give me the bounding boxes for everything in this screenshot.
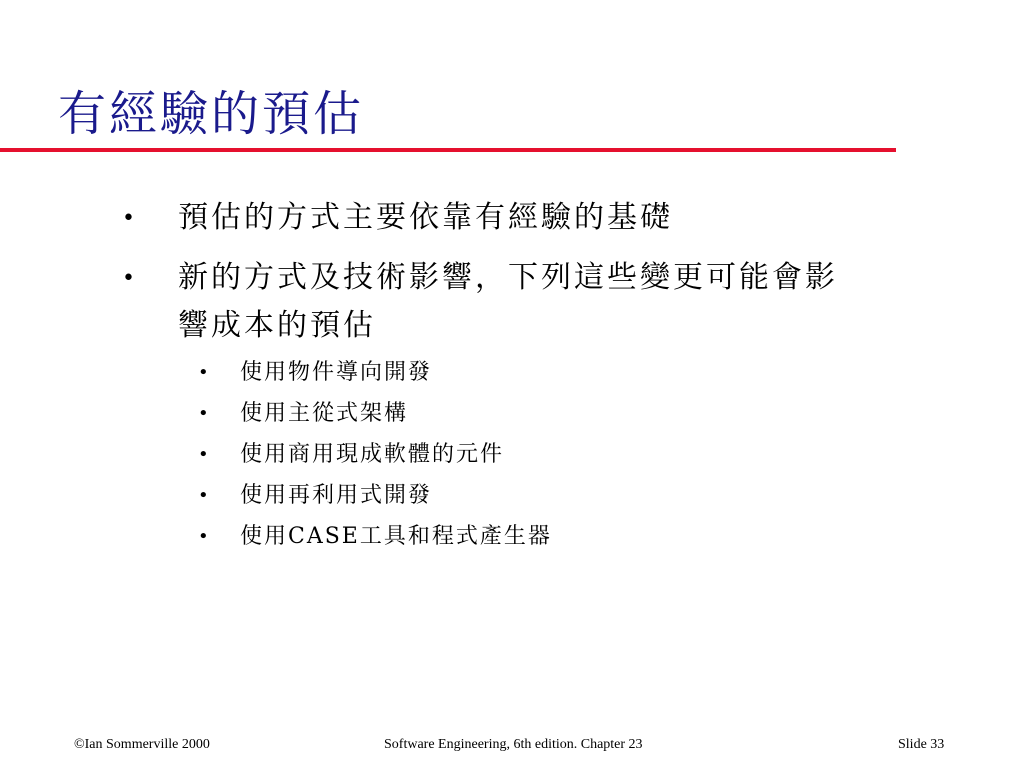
slide-title: 有經驗的預估 — [58, 86, 365, 142]
sub-bullet-marker: • — [198, 526, 209, 547]
footer-copyright: ©Ian Sommerville 2000 — [74, 737, 210, 752]
bullet-marker: • — [122, 206, 135, 231]
bullet-marker: • — [122, 266, 135, 291]
bullet-item-1: 預估的方式主要依靠有經驗的基礎 — [178, 200, 673, 235]
bullet-item-2-line2: 響成本的預估 — [178, 308, 376, 343]
sub-bullet-marker: • — [198, 485, 209, 506]
sub-bullet-marker: • — [198, 362, 209, 383]
title-underline — [0, 148, 896, 152]
sub-bullet-marker: • — [198, 444, 209, 465]
sub-bullet-item: 使用主從式架構 — [240, 401, 409, 426]
sub-bullet-item: 使用再利用式開發 — [240, 483, 433, 508]
footer-book-title: Software Engineering, 6th edition. Chapter 23 — [384, 737, 643, 752]
bullet-item-2-line1: 新的方式及技術影響，下列這些變更可能會影 — [178, 260, 838, 295]
sub-bullet-item: 使用CASE工具和程式產生器 — [240, 524, 552, 549]
sub-bullet-item: 使用物件導向開發 — [240, 360, 433, 385]
sub-bullet-marker: • — [198, 403, 209, 424]
sub-bullet-item: 使用商用現成軟體的元件 — [240, 442, 505, 467]
footer-slide-number: Slide 33 — [898, 737, 945, 752]
